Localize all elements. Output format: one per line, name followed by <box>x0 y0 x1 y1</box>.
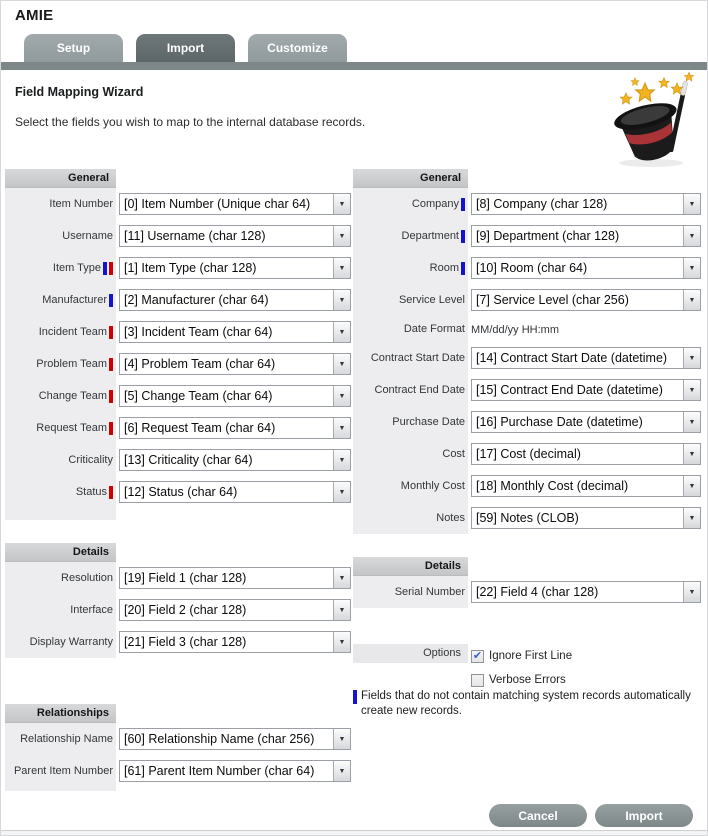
dropdown-arrow-icon[interactable]: ▼ <box>333 226 350 246</box>
selected-option-text: [10] Room (char 64) <box>476 261 588 275</box>
field-label <box>5 755 116 787</box>
field-value <box>116 193 353 215</box>
field-label <box>5 380 116 412</box>
section-rows <box>353 188 705 534</box>
field-row <box>353 284 705 316</box>
dropdown-arrow-icon[interactable]: ▼ <box>333 482 350 502</box>
dropdown-arrow-icon[interactable]: ▼ <box>683 412 700 432</box>
field-label <box>5 220 116 252</box>
field-label <box>353 220 468 252</box>
field-label <box>353 188 468 220</box>
red-marker-icon <box>109 422 113 435</box>
selected-option-text: [13] Criticality (char 64) <box>124 453 253 467</box>
section-relationships <box>5 704 353 791</box>
page-title: AMIE <box>15 7 54 24</box>
selected-option-text: [2] Manufacturer (char 64) <box>124 293 269 307</box>
field-select[interactable] <box>119 567 351 589</box>
note-text: Fields that do not contain matching system records automatically create new records. <box>361 690 691 717</box>
field-row <box>5 755 353 787</box>
field-row <box>353 316 705 342</box>
section-details-left <box>5 543 353 658</box>
field-value <box>116 353 353 375</box>
dropdown-arrow-icon[interactable]: ▼ <box>333 194 350 214</box>
field-label <box>353 284 468 316</box>
field-row <box>5 594 353 626</box>
field-row <box>5 188 353 220</box>
field-value <box>116 321 353 343</box>
field-value <box>468 443 705 465</box>
field-value <box>468 411 705 433</box>
field-label-text: Manufacturer <box>42 294 107 306</box>
field-row <box>5 723 353 755</box>
dropdown-arrow-icon[interactable]: ▼ <box>333 450 350 470</box>
field-label <box>5 562 116 594</box>
field-label-text: Change Team <box>38 390 107 402</box>
field-row <box>5 220 353 252</box>
field-row <box>353 470 705 502</box>
selected-option-text: [9] Department (char 128) <box>476 229 620 243</box>
field-value <box>468 475 705 497</box>
field-label-text: Username <box>62 230 113 242</box>
field-row <box>5 626 353 658</box>
field-row <box>5 380 353 412</box>
field-label-text: Notes <box>436 512 465 524</box>
field-select[interactable] <box>119 481 351 503</box>
field-value <box>116 481 353 503</box>
field-label-text: Request Team <box>36 422 107 434</box>
field-select[interactable] <box>471 475 701 497</box>
field-select[interactable] <box>471 581 701 603</box>
field-value <box>468 320 705 338</box>
field-select[interactable] <box>119 449 351 471</box>
selected-option-text: [0] Item Number (Unique char 64) <box>124 197 311 211</box>
selected-option-text: [18] Monthly Cost (decimal) <box>476 479 629 493</box>
field-label <box>353 576 468 608</box>
field-label-text: Resolution <box>61 572 113 584</box>
selected-option-text: [60] Relationship Name (char 256) <box>124 732 315 746</box>
field-value <box>116 385 353 407</box>
field-label-text: Status <box>75 486 107 498</box>
dropdown-arrow-icon[interactable]: ▼ <box>683 582 700 602</box>
field-row <box>353 438 705 470</box>
field-label-text: Problem Team <box>36 358 107 370</box>
options-list <box>468 644 572 692</box>
field-label <box>353 470 468 502</box>
dropdown-arrow-icon[interactable]: ▼ <box>333 761 350 781</box>
selected-option-text: [61] Parent Item Number (char 64) <box>124 764 315 778</box>
tab-customize[interactable]: Customize <box>248 34 347 62</box>
field-row <box>5 316 353 348</box>
import-button[interactable]: Import <box>595 804 693 827</box>
options-section <box>353 644 705 692</box>
dropdown-arrow-icon[interactable]: ▼ <box>683 476 700 496</box>
section-general-left <box>5 169 353 520</box>
section-title: Relationships <box>5 704 116 723</box>
red-marker-icon <box>109 262 113 275</box>
date-format-value: MM/dd/yy HH:mm <box>471 324 559 336</box>
field-label <box>5 284 116 316</box>
red-marker-icon <box>109 486 113 499</box>
section-rows <box>5 188 353 520</box>
field-row <box>353 406 705 438</box>
blue-marker-icon <box>103 262 107 275</box>
field-value <box>116 567 353 589</box>
field-value <box>116 599 353 621</box>
dropdown-arrow-icon[interactable]: ▼ <box>333 568 350 588</box>
dropdown-arrow-icon[interactable]: ▼ <box>683 508 700 528</box>
field-label-text: Criticality <box>68 454 113 466</box>
section-rows <box>5 723 353 791</box>
field-label-text: Interface <box>70 604 113 616</box>
field-label <box>353 502 468 534</box>
field-value <box>116 257 353 279</box>
cancel-button[interactable]: Cancel <box>489 804 587 827</box>
field-label-text: Item Number <box>49 198 113 210</box>
field-label-text: Department <box>401 230 459 242</box>
selected-option-text: [7] Service Level (char 256) <box>476 293 629 307</box>
field-select[interactable] <box>119 257 351 279</box>
blue-marker-icon <box>353 690 357 704</box>
blue-marker-icon <box>109 294 113 307</box>
field-label-text: Relationship Name <box>20 733 113 745</box>
field-select[interactable] <box>471 347 701 369</box>
blue-marker-icon <box>461 198 465 211</box>
selected-option-text: [19] Field 1 (char 128) <box>124 571 247 585</box>
field-label <box>5 348 116 380</box>
note <box>353 689 703 719</box>
dropdown-arrow-icon[interactable]: ▼ <box>683 444 700 464</box>
selected-option-text: [59] Notes (CLOB) <box>476 511 579 525</box>
field-select[interactable] <box>471 289 701 311</box>
field-label <box>5 412 116 444</box>
section-title: Details <box>353 557 468 576</box>
field-row <box>5 476 353 508</box>
field-value <box>468 507 705 529</box>
dropdown-arrow-icon[interactable]: ▼ <box>683 226 700 246</box>
field-label-text: Date Format <box>403 323 465 335</box>
field-select[interactable] <box>471 443 701 465</box>
field-value <box>116 728 353 750</box>
selected-option-text: [12] Status (char 64) <box>124 485 238 499</box>
field-label-text: Incident Team <box>38 326 107 338</box>
selected-option-text: [8] Company (char 128) <box>476 197 608 211</box>
field-label <box>5 188 116 220</box>
option-row <box>471 644 572 668</box>
field-select[interactable] <box>471 379 701 401</box>
dropdown-arrow-icon[interactable]: ▼ <box>683 348 700 368</box>
field-row <box>5 444 353 476</box>
field-label-text: Contract Start Date <box>370 352 465 364</box>
field-label-text: Contract End Date <box>374 384 465 396</box>
field-select[interactable] <box>119 599 351 621</box>
field-select[interactable] <box>119 193 351 215</box>
dropdown-arrow-icon[interactable]: ▼ <box>333 632 350 652</box>
selected-option-text: [1] Item Type (char 128) <box>124 261 257 275</box>
wizard-title: Field Mapping Wizard <box>15 85 144 99</box>
field-select[interactable] <box>471 193 701 215</box>
selected-option-text: [21] Field 3 (char 128) <box>124 635 247 649</box>
section-general-right <box>353 169 705 534</box>
field-row <box>353 342 705 374</box>
selected-option-text: [4] Problem Team (char 64) <box>124 357 276 371</box>
field-row <box>5 252 353 284</box>
field-label-text: Parent Item Number <box>13 765 113 777</box>
dropdown-arrow-icon[interactable]: ▼ <box>683 258 700 278</box>
field-label <box>5 626 116 658</box>
selected-option-text: [6] Request Team (char 64) <box>124 421 276 435</box>
field-value <box>116 417 353 439</box>
blue-marker-icon <box>461 230 465 243</box>
section-title: Details <box>5 543 116 562</box>
dropdown-arrow-icon[interactable]: ▼ <box>333 290 350 310</box>
field-label <box>353 252 468 284</box>
field-row <box>5 562 353 594</box>
selected-option-text: [11] Username (char 128) <box>124 229 266 243</box>
selected-option-text: [5] Change Team (char 64) <box>124 389 273 403</box>
selected-option-text: [20] Field 2 (char 128) <box>124 603 247 617</box>
field-label-text: Monthly Cost <box>400 480 465 492</box>
field-row <box>353 576 705 608</box>
field-label-text: Purchase Date <box>392 416 465 428</box>
field-value <box>468 193 705 215</box>
field-value <box>116 760 353 782</box>
field-row <box>353 252 705 284</box>
field-select[interactable] <box>471 507 701 529</box>
selected-option-text: [17] Cost (decimal) <box>476 447 581 461</box>
field-label-text: Item Type <box>52 262 101 274</box>
dropdown-arrow-icon[interactable]: ▼ <box>683 380 700 400</box>
field-label-text: Serial Number <box>394 586 465 598</box>
field-label-text: Room <box>429 262 459 274</box>
field-label <box>353 342 468 374</box>
field-label <box>353 406 468 438</box>
field-value <box>116 631 353 653</box>
selected-option-text: [15] Contract End Date (datetime) <box>476 383 663 397</box>
selected-option-text: [3] Incident Team (char 64) <box>124 325 273 339</box>
unchecked-checkbox-icon[interactable] <box>471 674 484 687</box>
field-label <box>5 316 116 348</box>
field-row <box>5 284 353 316</box>
field-select[interactable] <box>119 417 351 439</box>
field-value <box>468 347 705 369</box>
section-details-right <box>353 557 705 608</box>
dropdown-arrow-icon[interactable]: ▼ <box>333 322 350 342</box>
field-label <box>353 438 468 470</box>
field-select[interactable] <box>119 225 351 247</box>
field-label <box>5 252 116 284</box>
field-label-text: Service Level <box>398 294 465 306</box>
dropdown-arrow-icon[interactable]: ▼ <box>333 600 350 620</box>
field-label <box>353 374 468 406</box>
field-select[interactable] <box>119 321 351 343</box>
section-title: General <box>353 169 468 188</box>
option-label: Verbose Errors <box>489 674 566 686</box>
tab-import[interactable]: Import <box>136 34 235 62</box>
magic-hat-icon <box>609 71 703 169</box>
section-rows <box>353 576 705 608</box>
wizard-subtitle: Select the fields you wish to map to the internal database records. <box>15 115 366 129</box>
field-select[interactable] <box>471 257 701 279</box>
field-row <box>353 502 705 534</box>
field-select[interactable] <box>471 225 701 247</box>
field-row <box>353 374 705 406</box>
field-select[interactable] <box>119 631 351 653</box>
field-select[interactable] <box>119 289 351 311</box>
tab-divider-bar <box>1 62 708 70</box>
tab-setup[interactable]: Setup <box>24 34 123 62</box>
field-value <box>116 289 353 311</box>
blue-marker-icon <box>461 262 465 275</box>
field-label-text: Display Warranty <box>29 636 113 648</box>
dropdown-arrow-icon[interactable]: ▼ <box>333 729 350 749</box>
field-label <box>5 723 116 755</box>
dropdown-arrow-icon[interactable]: ▼ <box>683 194 700 214</box>
dropdown-arrow-icon[interactable]: ▼ <box>333 418 350 438</box>
field-label-text: Company <box>411 198 459 210</box>
red-marker-icon <box>109 390 113 403</box>
dropdown-arrow-icon[interactable]: ▼ <box>333 354 350 374</box>
dropdown-arrow-icon[interactable]: ▼ <box>683 290 700 310</box>
field-label <box>5 594 116 626</box>
checked-checkbox-icon[interactable]: ✔ <box>472 649 483 662</box>
red-marker-icon <box>109 358 113 371</box>
field-value <box>468 225 705 247</box>
field-row <box>353 188 705 220</box>
red-marker-icon <box>109 326 113 339</box>
section-title: General <box>5 169 116 188</box>
options-label: Options <box>353 644 468 663</box>
field-label-text: Cost <box>442 448 465 460</box>
field-select[interactable] <box>119 760 351 782</box>
selected-option-text: [14] Contract Start Date (datetime) <box>476 351 668 365</box>
field-label <box>5 476 116 508</box>
field-select[interactable] <box>119 728 351 750</box>
field-value <box>468 581 705 603</box>
field-label <box>353 316 468 342</box>
dropdown-arrow-icon[interactable]: ▼ <box>333 258 350 278</box>
field-select[interactable] <box>471 411 701 433</box>
field-value <box>468 379 705 401</box>
field-select[interactable] <box>119 353 351 375</box>
field-value <box>116 449 353 471</box>
selected-option-text: [22] Field 4 (char 128) <box>476 585 599 599</box>
field-value <box>468 257 705 279</box>
field-row <box>5 412 353 444</box>
dropdown-arrow-icon[interactable]: ▼ <box>333 386 350 406</box>
section-rows <box>5 562 353 658</box>
selected-option-text: [16] Purchase Date (datetime) <box>476 415 643 429</box>
field-value <box>116 225 353 247</box>
field-row <box>5 348 353 380</box>
field-value <box>468 289 705 311</box>
field-label <box>5 444 116 476</box>
option-label: Ignore First Line <box>489 650 573 662</box>
field-row <box>353 220 705 252</box>
bottom-divider <box>1 830 708 836</box>
tab-bar <box>24 34 347 62</box>
field-select[interactable] <box>119 385 351 407</box>
